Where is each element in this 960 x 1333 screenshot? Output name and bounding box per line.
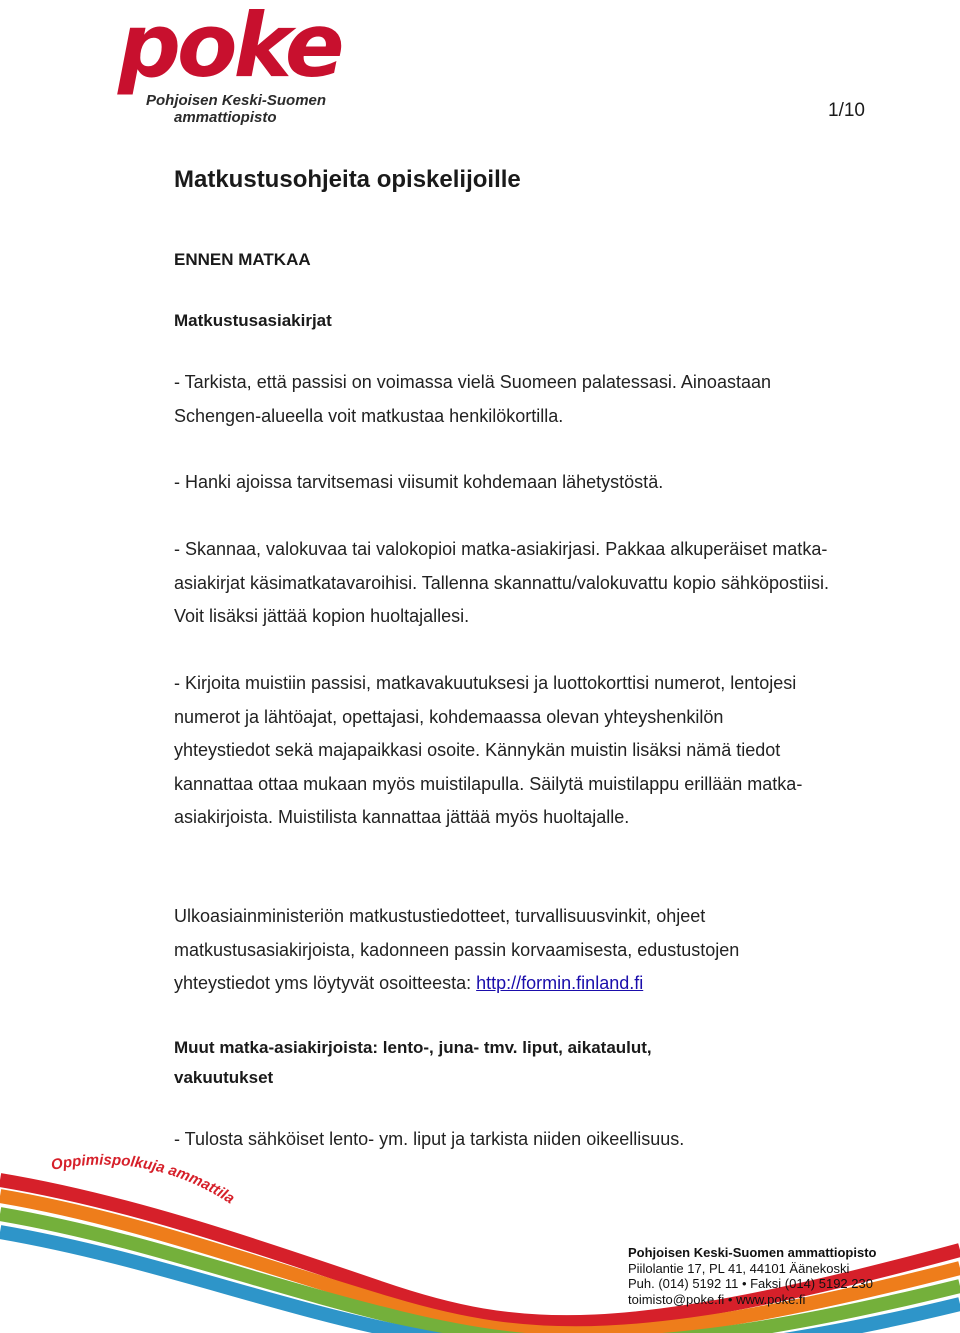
section-heading: ENNEN MATKAA bbox=[174, 250, 311, 269]
document-title: Matkustusohjeita opiskelijoille bbox=[174, 166, 521, 193]
paragraph-copies: - Skannaa, valokuvaa tai valokopioi matka-asiakirjasi. Pakkaa alkuperäiset matka-asiakirjat käsimatkatavaroihisi. Tallenna skannattu/valokuvattu kopio sähköpostiisi. Voit lisäksi jättää kopion huoltajallesi. bbox=[174, 539, 830, 626]
logo-wordmark: poke bbox=[118, 0, 341, 97]
paragraph-visa: - Hanki ajoissa tarvitsemasi viisumit kohdemaan lähetystöstä. bbox=[174, 472, 664, 492]
contact-org-name: Pohjoisen Keski-Suomen ammattiopisto bbox=[628, 1245, 877, 1260]
logo-tagline-line2: ammattiopisto bbox=[174, 109, 277, 126]
paragraph-notes: - Kirjoita muistiin passisi, matkavakuutuksesi ja luottokorttisi numerot, lentojesi numerot ja lähtöajat, opettajasi, kohdemaassa olevan yhteyshenkilön yhteystiedot sekä majapaikkasi osoite. Kännykän muistin lisäksi nämä tiedot kannattaa ottaa mukaan myös muistilapulla. Säilytä muistilappu erillään matka-asiakirjoista. Muistilista kannattaa jättää myös huoltajalle. bbox=[174, 673, 803, 827]
page-number: 1/10 bbox=[828, 100, 865, 121]
formin-link[interactable]: http://formin.finland.fi bbox=[476, 973, 644, 993]
slogan-text: Oppimispolkuja ammattila bbox=[49, 1151, 238, 1208]
paragraph-tickets: - Tulosta sähköiset lento- ym. liput ja tarkista niiden oikeellisuus. bbox=[174, 1129, 685, 1149]
paragraph-passport: - Tarkista, että passisi on voimassa vielä Suomeen palatessasi. Ainoastaan Schengen-alueella voit matkustaa henkilökortilla. bbox=[174, 372, 771, 426]
subheading-documents: Matkustusasiakirjat bbox=[174, 311, 332, 330]
subheading-other-documents-line1: Muut matka-asiakirjoista: lento-, juna- tmv. liput, aikataulut, bbox=[174, 1038, 652, 1057]
poke-logo bbox=[118, 0, 341, 126]
contact-block bbox=[628, 1245, 877, 1307]
subheading-other-documents-line2: vakuutukset bbox=[174, 1068, 274, 1087]
contact-web: toimisto@poke.fi • www.poke.fi bbox=[628, 1291, 806, 1307]
ministry-text: Ulkoasiainministeriön matkustustiedotteet, turvallisuusvinkit, ohjeet matkustusasiakirjoista, kadonneen passin korvaamisesta, edustustojen yhteystiedot yms löytyvät osoitteesta: bbox=[174, 906, 740, 993]
contact-address: Piilolantie 17, PL 41, 44101 Äänekoski bbox=[628, 1260, 850, 1276]
paragraph-ministry bbox=[174, 900, 799, 1001]
logo-tagline-line1: Pohjoisen Keski-Suomen bbox=[146, 92, 327, 109]
contact-phone: Puh. (014) 5192 11 • Faksi (014) 5192 230 bbox=[628, 1276, 873, 1291]
